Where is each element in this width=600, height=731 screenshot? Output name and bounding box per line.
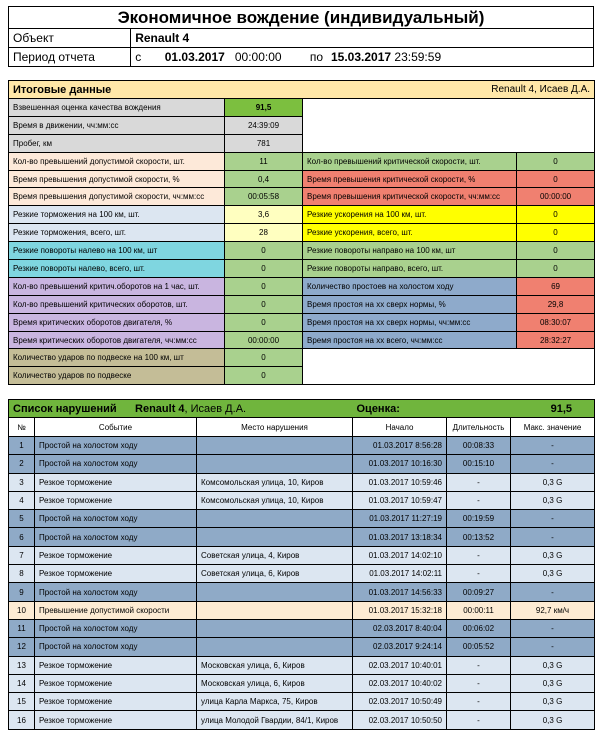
violation-start: 02.03.2017 10:50:49 bbox=[353, 693, 447, 711]
col-header-event: Событие bbox=[35, 418, 197, 437]
violation-num: 11 bbox=[9, 619, 35, 637]
violation-num: 12 bbox=[9, 638, 35, 656]
violation-duration: - bbox=[447, 546, 511, 564]
violation-place bbox=[197, 619, 353, 637]
score-label: Оценка: bbox=[353, 400, 447, 418]
period-to-time: 23:59:59 bbox=[394, 50, 442, 64]
violation-num: 14 bbox=[9, 674, 35, 692]
summary-value-right: 29,8 bbox=[517, 295, 595, 313]
summary-row bbox=[9, 313, 595, 331]
summary-label: Кол-во превышений критических оборотов, шт. bbox=[9, 295, 225, 313]
violation-row[interactable] bbox=[9, 638, 595, 656]
violations-columns bbox=[9, 418, 595, 437]
summary-value: 0 bbox=[225, 349, 303, 367]
summary-value: 0,4 bbox=[225, 170, 303, 188]
violation-start: 01.03.2017 10:16:30 bbox=[353, 455, 447, 473]
summary-label: Количество ударов по подвеске на 100 км, шт bbox=[9, 349, 225, 367]
summary-label: Резкие торможения, всего, шт. bbox=[9, 224, 225, 242]
summary-blank bbox=[303, 349, 595, 385]
summary-value: 0 bbox=[225, 295, 303, 313]
violation-place: Московская улица, 6, Киров bbox=[197, 674, 353, 692]
summary-row bbox=[9, 152, 595, 170]
violation-place: Советская улица, 4, Киров bbox=[197, 546, 353, 564]
summary-row bbox=[9, 260, 595, 278]
violation-num: 7 bbox=[9, 546, 35, 564]
violation-start: 02.03.2017 10:50:50 bbox=[353, 711, 447, 729]
violation-place: улица Молодой Гвардии, 84/1, Киров bbox=[197, 711, 353, 729]
violation-duration: - bbox=[447, 656, 511, 674]
violation-num: 9 bbox=[9, 583, 35, 601]
violation-place: улица Карла Маркса, 75, Киров bbox=[197, 693, 353, 711]
violation-num: 8 bbox=[9, 565, 35, 583]
violation-start: 01.03.2017 14:02:11 bbox=[353, 565, 447, 583]
violation-max: - bbox=[511, 455, 595, 473]
violation-start: 02.03.2017 10:40:02 bbox=[353, 674, 447, 692]
violation-max: 0,3 G bbox=[511, 473, 595, 491]
violation-event: Резкое торможение bbox=[35, 546, 197, 564]
violation-event: Резкое торможение bbox=[35, 656, 197, 674]
violations-vehicle-name: Renault 4 bbox=[135, 402, 185, 415]
violation-max: - bbox=[511, 638, 595, 656]
violation-start: 01.03.2017 10:59:47 bbox=[353, 491, 447, 509]
violation-place: Комсомольская улица, 10, Киров bbox=[197, 473, 353, 491]
violations-title bbox=[9, 400, 353, 418]
violation-row[interactable] bbox=[9, 473, 595, 491]
summary-value: 0 bbox=[225, 313, 303, 331]
violations-vehicle-driver: , Исаев Д.А. bbox=[184, 402, 247, 415]
violation-num: 1 bbox=[9, 437, 35, 455]
summary-label-right: Количество простоев на холостом ходу bbox=[303, 277, 517, 295]
summary-row bbox=[9, 277, 595, 295]
violation-duration: 00:15:10 bbox=[447, 455, 511, 473]
violation-place bbox=[197, 601, 353, 619]
summary-value: 91,5 bbox=[225, 99, 303, 117]
summary-label: Время критических оборотов двигателя, % bbox=[9, 313, 225, 331]
violation-event: Резкое торможение bbox=[35, 711, 197, 729]
violation-place bbox=[197, 437, 353, 455]
summary-label: Время критических оборотов двигателя, чч:мм:сс bbox=[9, 331, 225, 349]
violation-num: 10 bbox=[9, 601, 35, 619]
summary-value: 11 bbox=[225, 152, 303, 170]
summary-vehicle: Renault 4, Исаев Д.А. bbox=[303, 81, 595, 99]
summary-value: 0 bbox=[225, 367, 303, 385]
violation-row[interactable] bbox=[9, 565, 595, 583]
violation-row[interactable] bbox=[9, 619, 595, 637]
violation-event: Превышение допустимой скорости bbox=[35, 601, 197, 619]
report-header bbox=[8, 6, 594, 67]
violation-place bbox=[197, 510, 353, 528]
violation-place bbox=[197, 638, 353, 656]
summary-value-right: 0 bbox=[517, 242, 595, 260]
summary-label: Кол-во превышений допустимой скорости, шт. bbox=[9, 152, 225, 170]
summary-label-right: Резкие повороты направо, всего, шт. bbox=[303, 260, 517, 278]
violation-place bbox=[197, 455, 353, 473]
violation-event: Простой на холостом ходу bbox=[35, 638, 197, 656]
violation-num: 6 bbox=[9, 528, 35, 546]
summary-row bbox=[9, 188, 595, 206]
violation-max: 0,3 G bbox=[511, 546, 595, 564]
violation-max: 0,3 G bbox=[511, 674, 595, 692]
violation-max: - bbox=[511, 528, 595, 546]
violation-place: Советская улица, 6, Киров bbox=[197, 565, 353, 583]
violation-num: 15 bbox=[9, 693, 35, 711]
violation-duration: 00:08:33 bbox=[447, 437, 511, 455]
summary-row bbox=[9, 99, 595, 117]
summary-blank bbox=[303, 99, 595, 153]
violation-duration: - bbox=[447, 711, 511, 729]
violation-start: 01.03.2017 8:56:28 bbox=[353, 437, 447, 455]
summary-label: Резкие повороты налево, всего, шт. bbox=[9, 260, 225, 278]
violation-max: 0,3 G bbox=[511, 656, 595, 674]
violation-event: Резкое торможение bbox=[35, 565, 197, 583]
violation-event: Резкое торможение bbox=[35, 693, 197, 711]
violation-start: 01.03.2017 10:59:46 bbox=[353, 473, 447, 491]
summary-value: 0 bbox=[225, 277, 303, 295]
violation-row[interactable] bbox=[9, 656, 595, 674]
summary-label-right: Время превышения критической скорости, % bbox=[303, 170, 517, 188]
violation-row[interactable] bbox=[9, 546, 595, 564]
summary-value: 0 bbox=[225, 242, 303, 260]
violation-row[interactable] bbox=[9, 455, 595, 473]
violation-start: 02.03.2017 9:24:14 bbox=[353, 638, 447, 656]
summary-row bbox=[9, 331, 595, 349]
violation-event: Резкое торможение bbox=[35, 674, 197, 692]
violation-duration: 00:05:52 bbox=[447, 638, 511, 656]
violation-row[interactable] bbox=[9, 437, 595, 455]
summary-label-right: Резкие ускорения, всего, шт. bbox=[303, 224, 517, 242]
summary-value-right: 00:00:00 bbox=[517, 188, 595, 206]
summary-label-right: Время простоя на хх всего, чч:мм:сс bbox=[303, 331, 517, 349]
violations-table bbox=[8, 399, 595, 730]
period-from-time: 00:00:00 bbox=[231, 48, 301, 67]
summary-label: Количество ударов по подвеске bbox=[9, 367, 225, 385]
summary-row bbox=[9, 224, 595, 242]
summary-label-right: Время простоя на хх сверх нормы, чч:мм:сс bbox=[303, 313, 517, 331]
violation-place: Комсомольская улица, 10, Киров bbox=[197, 491, 353, 509]
violations-title-text: Список нарушений bbox=[13, 402, 117, 415]
violation-duration: 00:00:11 bbox=[447, 601, 511, 619]
summary-label: Кол-во превышений критич.оборотов на 1 час, шт. bbox=[9, 277, 225, 295]
summary-label-right: Время простоя на хх сверх нормы, % bbox=[303, 295, 517, 313]
summary-label: Резкие повороты налево на 100 км, шт bbox=[9, 242, 225, 260]
violation-duration: 00:19:59 bbox=[447, 510, 511, 528]
summary-value: 24:39:09 bbox=[225, 116, 303, 134]
summary-label: Время превышения допустимой скорости, чч:мм:сс bbox=[9, 188, 225, 206]
summary-value-right: 08:30:07 bbox=[517, 313, 595, 331]
violation-event: Простой на холостом ходу bbox=[35, 528, 197, 546]
summary-label: Пробег, км bbox=[9, 134, 225, 152]
violation-max: - bbox=[511, 619, 595, 637]
violation-num: 2 bbox=[9, 455, 35, 473]
violation-duration: - bbox=[447, 473, 511, 491]
col-header-place: Место нарушения bbox=[197, 418, 353, 437]
summary-value: 781 bbox=[225, 134, 303, 152]
summary-label: Резкие торможения на 100 км, шт. bbox=[9, 206, 225, 224]
violation-row[interactable] bbox=[9, 601, 595, 619]
violation-place bbox=[197, 528, 353, 546]
violation-duration: 00:13:52 bbox=[447, 528, 511, 546]
summary-row bbox=[9, 170, 595, 188]
summary-value: 00:00:00 bbox=[225, 331, 303, 349]
summary-label-right: Резкие ускорения на 100 км, шт. bbox=[303, 206, 517, 224]
violation-max: - bbox=[511, 510, 595, 528]
violation-max: 92,7 км/ч bbox=[511, 601, 595, 619]
violation-row[interactable] bbox=[9, 711, 595, 729]
object-value: Renault 4 bbox=[131, 29, 594, 48]
violation-event: Резкое торможение bbox=[35, 473, 197, 491]
violation-row[interactable] bbox=[9, 693, 595, 711]
period-to-label: по bbox=[301, 48, 327, 67]
violation-place bbox=[197, 583, 353, 601]
violation-event: Простой на холостом ходу bbox=[35, 455, 197, 473]
violation-start: 01.03.2017 11:27:19 bbox=[353, 510, 447, 528]
col-header-max: Макс. значение bbox=[511, 418, 595, 437]
summary-table bbox=[8, 80, 595, 385]
violation-event: Простой на холостом ходу bbox=[35, 437, 197, 455]
violation-row[interactable] bbox=[9, 674, 595, 692]
summary-label-right: Кол-во превышений критической скорости, шт. bbox=[303, 152, 517, 170]
violation-max: - bbox=[511, 437, 595, 455]
summary-title: Итоговые данные bbox=[9, 81, 303, 99]
summary-label-right: Резкие повороты направо на 100 км, шт bbox=[303, 242, 517, 260]
violation-event: Простой на холостом ходу bbox=[35, 510, 197, 528]
violation-num: 3 bbox=[9, 473, 35, 491]
violation-start: 01.03.2017 15:32:18 bbox=[353, 601, 447, 619]
violation-max: - bbox=[511, 583, 595, 601]
period-from-date: 01.03.2017 bbox=[161, 48, 231, 67]
violation-place: Московская улица, 6, Киров bbox=[197, 656, 353, 674]
summary-row bbox=[9, 349, 595, 367]
violation-max: 0,3 G bbox=[511, 565, 595, 583]
period-to-date: 15.03.2017 bbox=[331, 50, 392, 64]
violation-max: 0,3 G bbox=[511, 693, 595, 711]
violation-row[interactable] bbox=[9, 528, 595, 546]
violation-max: 0,3 G bbox=[511, 711, 595, 729]
violation-duration: 00:06:02 bbox=[447, 619, 511, 637]
period-from-label: с bbox=[131, 48, 161, 67]
violation-num: 16 bbox=[9, 711, 35, 729]
summary-row bbox=[9, 242, 595, 260]
summary-value-right: 0 bbox=[517, 170, 595, 188]
summary-label: Взвешенная оценка качества вождения bbox=[9, 99, 225, 117]
summary-row bbox=[9, 295, 595, 313]
violation-start: 01.03.2017 14:02:10 bbox=[353, 546, 447, 564]
violation-start: 01.03.2017 14:56:33 bbox=[353, 583, 447, 601]
object-label: Объект bbox=[9, 29, 131, 48]
score-value: 91,5 bbox=[447, 400, 595, 418]
summary-row bbox=[9, 206, 595, 224]
violation-duration: - bbox=[447, 565, 511, 583]
summary-value-right: 69 bbox=[517, 277, 595, 295]
violation-num: 4 bbox=[9, 491, 35, 509]
summary-value: 00:05:58 bbox=[225, 188, 303, 206]
summary-value-right: 28:32:27 bbox=[517, 331, 595, 349]
col-header-num: № bbox=[9, 418, 35, 437]
violation-event: Простой на холостом ходу bbox=[35, 583, 197, 601]
violation-row[interactable] bbox=[9, 491, 595, 509]
period-label: Период отчета bbox=[9, 48, 131, 67]
col-header-start: Начало bbox=[353, 418, 447, 437]
summary-value-right: 0 bbox=[517, 152, 595, 170]
violation-event: Простой на холостом ходу bbox=[35, 619, 197, 637]
summary-value: 28 bbox=[225, 224, 303, 242]
summary-label-right: Время превышения критической скорости, чч:мм:сс bbox=[303, 188, 517, 206]
summary-value-right: 0 bbox=[517, 206, 595, 224]
violation-max: 0,3 G bbox=[511, 491, 595, 509]
summary-value-right: 0 bbox=[517, 224, 595, 242]
violation-start: 01.03.2017 13:18:34 bbox=[353, 528, 447, 546]
summary-value: 0 bbox=[225, 260, 303, 278]
violation-event: Резкое торможение bbox=[35, 491, 197, 509]
violation-num: 5 bbox=[9, 510, 35, 528]
violation-duration: - bbox=[447, 491, 511, 509]
col-header-duration: Длительность bbox=[447, 418, 511, 437]
summary-label: Время в движении, чч:мм:сс bbox=[9, 116, 225, 134]
violation-row[interactable] bbox=[9, 510, 595, 528]
violation-start: 02.03.2017 8:40:04 bbox=[353, 619, 447, 637]
violation-row[interactable] bbox=[9, 583, 595, 601]
report-title: Экономичное вождение (индивидуальный) bbox=[9, 7, 594, 29]
summary-value-right: 0 bbox=[517, 260, 595, 278]
violation-duration: - bbox=[447, 674, 511, 692]
violation-duration: - bbox=[447, 693, 511, 711]
violation-start: 02.03.2017 10:40:01 bbox=[353, 656, 447, 674]
violation-num: 13 bbox=[9, 656, 35, 674]
summary-label: Время превышения допустимой скорости, % bbox=[9, 170, 225, 188]
period-to-value bbox=[327, 48, 594, 67]
violation-duration: 00:09:27 bbox=[447, 583, 511, 601]
summary-value: 3,6 bbox=[225, 206, 303, 224]
